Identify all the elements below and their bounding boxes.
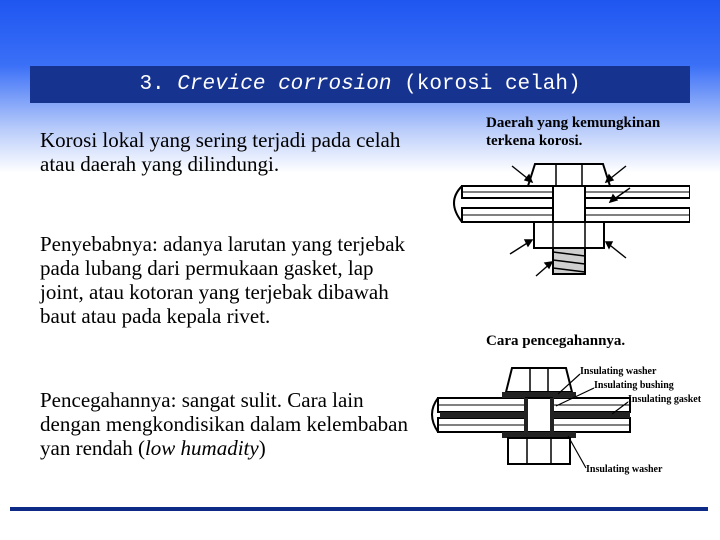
slide-title [30, 66, 690, 103]
callout-washer-bottom: Insulating washer [586, 464, 663, 475]
prevention-label: Cara pencegahannya. [486, 333, 626, 349]
title-number: 3. [139, 73, 165, 96]
insulated-bolt-diagram [420, 356, 712, 496]
title-term: Crevice corrosion [177, 73, 392, 96]
paragraph-prevention: Pencegahannya: sangat sulit. Cara lain dengan mengkondisikan dalam kelembaban yan rendah (low humadity) [40, 388, 408, 460]
bottom-rule [10, 507, 708, 511]
paragraph-definition: Korosi lokal yang sering terjadi pada celah atau daerah yang dilindungi. [40, 128, 401, 176]
callout-gasket: Insulating gasket [628, 394, 702, 405]
callout-bushing: Insulating bushing [594, 380, 674, 391]
bolt-crevice-diagram [440, 158, 690, 300]
callout-washer-top: Insulating washer [580, 366, 657, 377]
paragraph-cause: Penyebabnya: adanya larutan yang terjebak pada lubang dari permukaan gasket, lap joint, atau kotoran yang terjebak dibawah baut atau pada kepala rivet. [40, 232, 406, 328]
corrosion-area-label: Daerah yang kemungkinan terkena korosi. [486, 115, 661, 149]
title-translation: (korosi celah) [404, 73, 581, 96]
